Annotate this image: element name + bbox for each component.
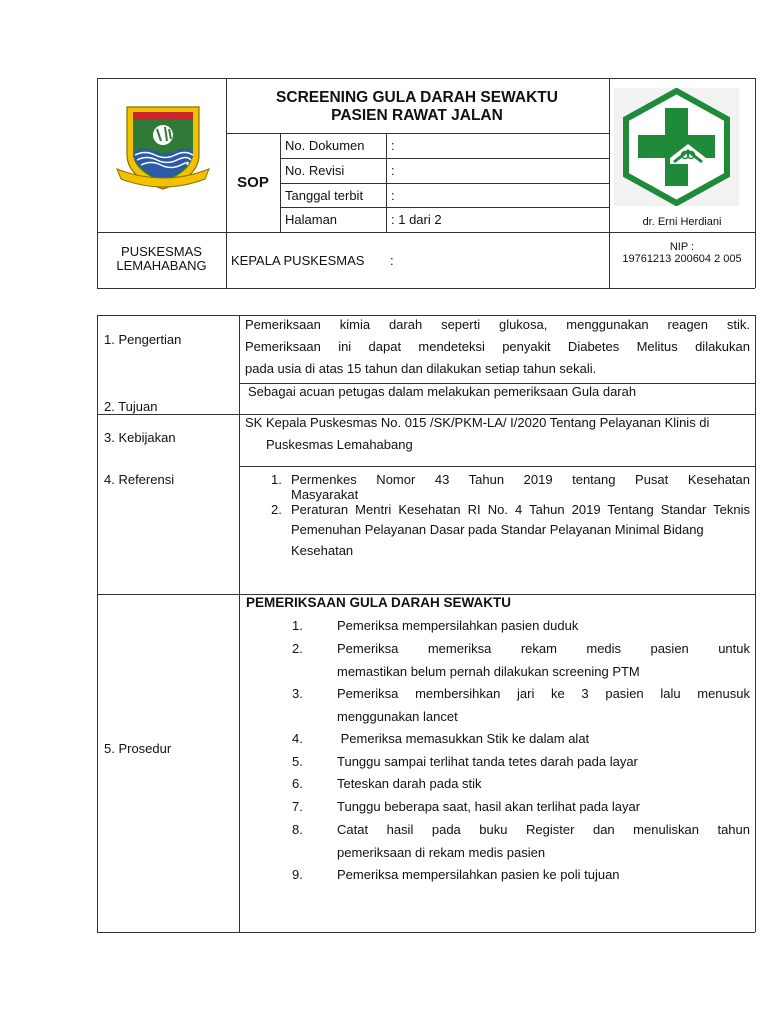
step-text: memastikan belum pernah dilakukan screening PTM	[337, 664, 640, 679]
ref-number: 1.	[271, 472, 282, 487]
unit-line-1: PUSKESMAS	[121, 244, 202, 259]
pengertian-line: Pemeriksaan ini dapat mendeteksi penyakit Diabetes Melitus dilakukan	[245, 339, 750, 354]
step-number: 6.	[292, 776, 303, 791]
ref-line: Permenkes Nomor 43 Tahun 2019 tentang Pusat Kesehatan	[291, 472, 750, 487]
step-number: 7.	[292, 799, 303, 814]
step-text: menggunakan lancet	[337, 709, 458, 724]
doc-number-label: No. Dokumen	[285, 138, 365, 153]
step-text: Pemeriksa memasukkan Stik ke dalam alat	[337, 731, 590, 746]
step-text: Pemeriksa mempersilahkan pasien ke poli tujuan	[337, 867, 620, 882]
ref-line: Pemenuhan Pelayanan Dasar pada Standar Pelayanan Minimal Bidang	[291, 522, 704, 537]
tujuan-text: Sebagai acuan petugas dalam melakukan pemeriksaan Gula darah	[248, 384, 637, 399]
step-text: Tunggu beberapa saat, hasil akan terlihat pada layar	[337, 799, 641, 814]
regency-emblem-icon	[113, 103, 213, 193]
kebijakan-line-1: SK Kepala Puskesmas No. 015 /SK/PKM-LA/ I/2020 Tentang Pelayanan Klinis di	[245, 415, 710, 430]
step-text: Pemeriksa memeriksa rekam medis pasien untuk	[337, 641, 750, 656]
label-kebijakan: 3. Kebijakan	[104, 430, 176, 445]
step-number: 4.	[292, 731, 303, 746]
step-text: Pemeriksa mempersilahkan pasien duduk	[337, 618, 579, 633]
revision-label: No. Revisi	[285, 163, 345, 178]
step-number: 8.	[292, 822, 303, 837]
title-line-1: SCREENING GULA DARAH SEWAKTU	[276, 89, 558, 106]
issue-date-label: Tanggal terbit	[285, 188, 364, 203]
doc-number-value: :	[391, 138, 395, 153]
head-label: KEPALA PUSKESMAS	[231, 253, 365, 268]
label-pengertian: 1. Pengertian	[104, 332, 182, 347]
step-text: Pemeriksa membersihkan jari ke 3 pasien lalu menusuk	[337, 686, 750, 701]
step-text: pemeriksaan di rekam medis pasien	[337, 845, 546, 860]
label-tujuan: 2. Tujuan	[104, 399, 158, 414]
page-label: Halaman	[285, 212, 338, 227]
revision-value: :	[391, 163, 395, 178]
pengertian-line: pada usia di atas 15 tahun dan dilakukan setiap tahun sekali.	[245, 361, 597, 376]
head-colon: :	[390, 253, 394, 268]
pengertian-text	[245, 314, 750, 380]
pengertian-line: Pemeriksaan kimia darah seperti glukosa, menggunakan reagen stik.	[245, 317, 750, 332]
step-text: Tunggu sampai terlihat tanda tetes darah pada layar	[337, 754, 638, 769]
step-text: Teteskan darah pada stik	[337, 776, 482, 791]
sop-label: SOP	[237, 174, 269, 191]
signer-name: dr. Erni Herdiani	[642, 216, 722, 228]
kebijakan-line-2: Puskesmas Lemahabang	[266, 437, 413, 452]
step-number: 9.	[292, 867, 303, 882]
step-number: 3.	[292, 686, 303, 701]
label-referensi: 4. Referensi	[104, 472, 175, 487]
document-title	[226, 89, 608, 125]
ref-line: Kesehatan	[291, 543, 354, 558]
step-number: 1.	[292, 618, 303, 633]
step-number: 5.	[292, 754, 303, 769]
ref-line: Masyarakat	[291, 487, 359, 502]
ref-line: Peraturan Mentri Kesehatan RI No. 4 Tahun 2019 Tentang Standar Teknis	[291, 502, 750, 517]
puskesmas-logo-icon	[616, 88, 737, 206]
step-number: 2.	[292, 641, 303, 656]
step-text: Catat hasil pada buku Register dan menuliskan tahun	[337, 822, 750, 837]
ref-number: 2.	[271, 502, 282, 517]
prosedur-heading: PEMERIKSAAN GULA DARAH SEWAKTU	[246, 595, 512, 610]
nip-label: NIP :	[669, 241, 695, 253]
label-prosedur: 5. Prosedur	[104, 741, 172, 756]
title-line-2: PASIEN RAWAT JALAN	[331, 107, 503, 124]
nip-value: 19761213 200604 2 005	[622, 253, 742, 265]
unit-line-2: LEMAHABANG	[116, 258, 207, 273]
unit-name	[97, 245, 226, 273]
issue-date-value: :	[391, 188, 395, 203]
page-value: : 1 dari 2	[391, 212, 442, 227]
